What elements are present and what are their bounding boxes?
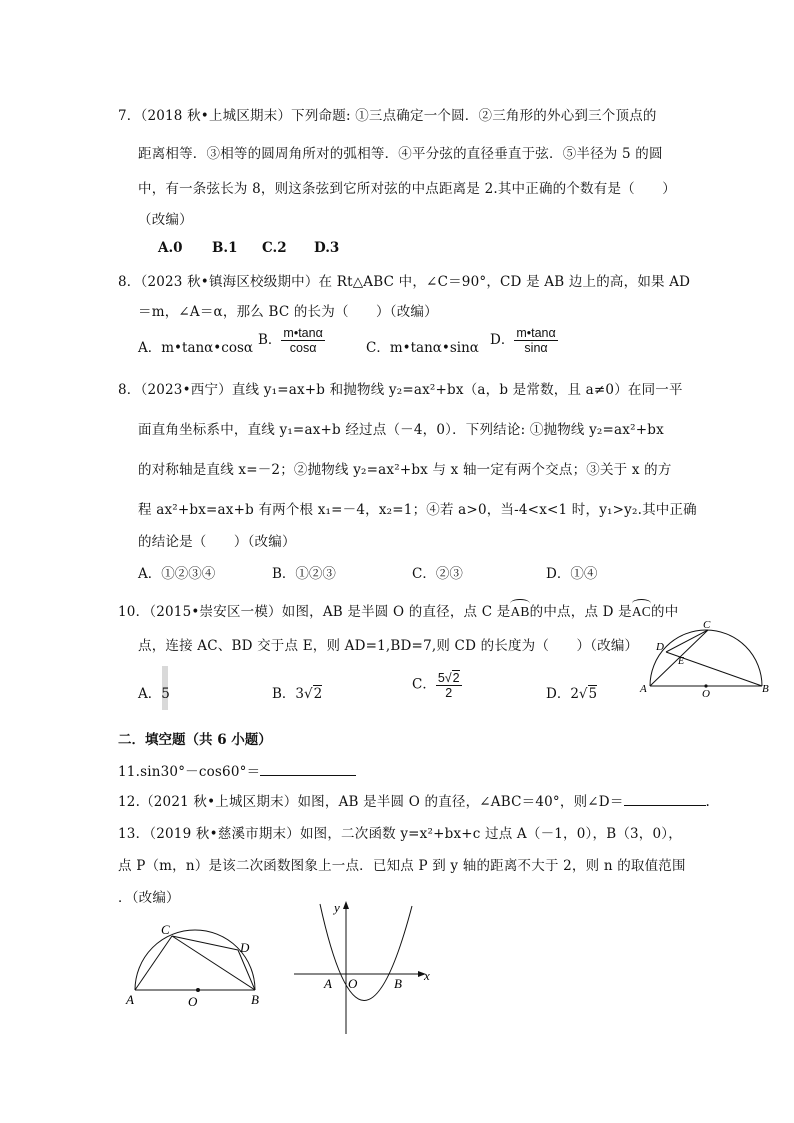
q7-option-b: B.1	[212, 240, 238, 256]
q7-line3: 中，有一条弦长为 8，则这条弦到它所对弦的中点距离是 2.其中正确的个数有是（ ）	[138, 181, 676, 197]
q13-label-x: x	[424, 968, 430, 983]
q7-option-d: D.3	[314, 240, 340, 256]
q8a-option-d-numerator: m•tanα	[516, 326, 556, 340]
q10-option-c-denominator: 2	[445, 686, 453, 700]
q8b-line4: 程 ax²+bx=ax+b 有两个根 x₁=－4，x₂=1；④若 a>0，当-4<x<1 时，y₁>y₂.其中正确	[138, 502, 697, 518]
q8b-line1: 8．（2023•西宁）直线 y₁=ax+b 和抛物线 y₂=ax²+bx（a，b 是常数，且 a≠0）在同一平	[118, 382, 683, 398]
q10-label-e: E	[678, 656, 685, 667]
q10-option-b-radicand: 2	[313, 686, 323, 702]
q12-segment-ac	[135, 936, 172, 990]
q12-label-b: B	[251, 992, 259, 1007]
q12-end: .	[705, 794, 711, 810]
q10-option-c-label: C．	[412, 676, 436, 693]
q10-line1	[118, 600, 678, 620]
q7-line1: 7．（2018 秋•上城区期末）下列命题: ①三点确定一个圆．②三角形的外心到三个顶点的	[118, 108, 657, 124]
q8a-option-d-fraction	[514, 326, 557, 355]
q8a-option-b-fraction	[281, 326, 324, 355]
q12-answer-blank[interactable]	[624, 805, 706, 806]
q10-label-o: O	[702, 688, 710, 698]
q12-line	[118, 790, 710, 810]
q10-label-a: A	[640, 683, 647, 695]
q8a-line2: ＝m，∠A＝α，那么 BC 的长为（ ）（改编）	[138, 304, 438, 320]
q13-label-a: A	[324, 976, 332, 991]
q13-line3: ．（改编）	[118, 890, 180, 906]
q10-option-c-numerator	[436, 670, 462, 686]
q10-option-a: A．5	[138, 686, 170, 702]
q7-option-a: A.0	[158, 240, 183, 256]
q10-line2: 点，连接 AC、BD 交于点 E，则 AD=1,BD=7,则 CD 的长度为（ ）（改编）	[138, 638, 639, 654]
q10-option-d-radicand: 5	[588, 686, 598, 702]
q10-option-c-fraction	[436, 670, 462, 700]
q13-label-b: B	[394, 976, 402, 991]
q8a-option-d	[490, 326, 558, 355]
q10-option-b	[272, 682, 322, 702]
q8b-line3: 的对称轴是直线 x=－2；②抛物线 y₂=ax²+bx 与 x 轴一定有两个交点；③关于 x 的方	[138, 462, 672, 478]
q7-line4: （改编）	[138, 212, 193, 228]
q12-label-d: D	[240, 940, 250, 955]
q10-option-d	[546, 682, 597, 702]
q13-label-y: y	[334, 900, 340, 915]
q7-line2: 距离相等．③相等的圆周角所对的弧相等．④平分弦的直径垂直于弦．⑤半径为 5 的圆	[138, 146, 663, 162]
q12-label-o: O	[188, 994, 198, 1009]
q11-answer-blank[interactable]	[260, 775, 356, 776]
q8b-option-d: D．①④	[546, 566, 598, 582]
q12-label-a: A	[126, 992, 134, 1007]
q13-y-axis-arrow-icon	[343, 901, 349, 909]
q12-semicircle-figure	[120, 918, 270, 1010]
q13-parabola-figure	[290, 896, 440, 1036]
section2-heading: 二．填空题（共 6 小题）	[118, 732, 272, 748]
q8a-option-b-label: B．	[258, 332, 282, 348]
q8a-option-d-label: D．	[490, 332, 515, 348]
q12-semicircle-arc	[135, 930, 255, 990]
q8b-line5: 的结论是（ ）（改编）	[138, 534, 296, 550]
q10-label-c: C	[703, 619, 711, 631]
q13-label-o: O	[348, 976, 358, 991]
q10-option-d-coef: 2	[570, 686, 579, 702]
q10-line1-start: 10．（2015•崇安区一模）如图，AB 是半圆 O 的直径，点 C 是	[118, 604, 511, 620]
q10-arc-ab: AB	[510, 601, 529, 620]
q10-option-d-label: D．	[546, 686, 571, 702]
q8b-line2: 面直角坐标系中，直线 y₁=ax+b 经过点（－4，0）．下列结论: ①抛物线 y₂=ax²+bx	[138, 422, 664, 438]
q10-line1-middle: 的中点，点 D 是	[529, 604, 632, 620]
q10-semicircle-arc	[650, 630, 762, 686]
q10-line1-end: 的中	[651, 604, 679, 620]
sqrt-icon: √	[444, 671, 452, 685]
q8a-option-b	[258, 326, 325, 355]
q12-text: 12.（2021 秋•上城区期末）如图，AB 是半圆 O 的直径，∠ABC＝40°，则∠D＝	[118, 794, 624, 810]
q8b-option-c: C．②③	[412, 566, 463, 582]
q10-option-c-num-coef: 5	[437, 671, 445, 685]
q12-label-c: C	[161, 922, 170, 937]
q10-label-b: B	[762, 683, 769, 695]
q7-option-c: C.2	[262, 240, 287, 256]
q8a-option-b-numerator: m•tanα	[283, 326, 323, 340]
q8a-line1: 8．（2023 秋•镇海区校级期中）在 Rt△ABC 中，∠C＝90°，CD 是 AB 边上的高，如果 AD	[118, 274, 691, 290]
q10-semicircle-figure	[636, 616, 772, 698]
q13-line1: 13．（2019 秋•慈溪市期末）如图，二次函数 y=x²+bx+c 过点 A（－1，0），B（3，0），	[118, 826, 682, 842]
q10-option-c	[412, 670, 462, 700]
q10-option-b-coef: 3	[295, 686, 305, 702]
q10-arc-ac: AC	[632, 601, 651, 620]
q11-text: 11.sin30°－cos60°＝	[118, 764, 261, 780]
q12-center-dot	[196, 988, 200, 992]
q8b-option-a: A．①②③④	[138, 566, 216, 582]
q8a-option-c: C．m•tanα•sinα	[366, 340, 479, 356]
q11-line	[118, 760, 356, 780]
q8a-option-b-denominator: cosα	[289, 341, 317, 355]
sqrt-icon: √	[304, 686, 313, 702]
q10-label-d: D	[656, 641, 664, 653]
q10-option-c-num-radicand: 2	[452, 671, 460, 685]
q8a-option-d-denominator: sinα	[524, 341, 548, 355]
q13-line2: 点 P（m，n）是该二次函数图象上一点．已知点 P 到 y 轴的距离不大于 2，则 n 的取值范围	[118, 858, 686, 874]
q8b-option-b: B．①②③	[272, 566, 336, 582]
sqrt-icon: √	[578, 686, 588, 702]
q10-option-b-label: B．	[272, 686, 296, 702]
q8a-option-a: A．m•tanα•cosα	[138, 340, 253, 356]
